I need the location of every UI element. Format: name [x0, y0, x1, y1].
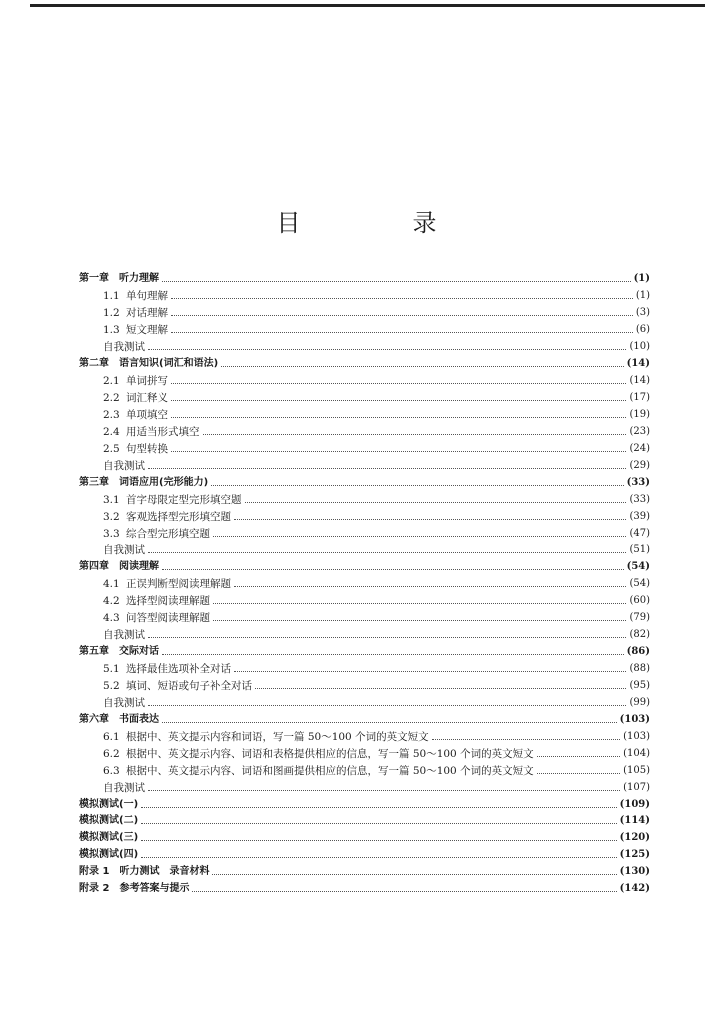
- toc-entry-label: 自我测试: [103, 544, 145, 557]
- table-of-contents: [79, 271, 650, 898]
- toc-entry-number: 3.2: [103, 510, 120, 523]
- toc-entry[interactable]: [79, 661, 650, 678]
- toc-entry-page: (14): [626, 358, 650, 370]
- toc-entry[interactable]: [79, 864, 650, 881]
- toc-entry-page: (125): [619, 849, 650, 861]
- top-rule: [30, 4, 705, 7]
- toc-entry[interactable]: [79, 407, 650, 424]
- toc-entry-page: (103): [619, 713, 650, 725]
- dot-leader: [141, 806, 617, 808]
- toc-entry-text: 单词拼写: [126, 375, 168, 388]
- toc-entry-page: (86): [626, 646, 650, 658]
- toc-entry[interactable]: [79, 271, 650, 288]
- toc-entry[interactable]: [79, 373, 650, 390]
- toc-entry-page: (3): [635, 307, 650, 319]
- toc-entry-label: [79, 424, 200, 440]
- toc-entry-number: 3.3: [103, 527, 120, 540]
- toc-entry-label: 自我测试: [103, 781, 145, 794]
- toc-entry-number: 1.1: [103, 290, 120, 303]
- toc-entry-text: 选择最佳选项补全对话: [126, 663, 231, 676]
- dot-leader: [234, 585, 626, 587]
- toc-entry-text: 选择型阅读理解题: [126, 595, 210, 608]
- dot-leader: [234, 670, 626, 672]
- toc-entry[interactable]: [79, 881, 650, 898]
- dot-leader: [537, 772, 621, 774]
- toc-entry-label: 第六章 书面表达: [79, 713, 159, 725]
- dot-leader: [141, 822, 617, 824]
- toc-entry-number: 4.2: [103, 595, 120, 608]
- toc-entry-label: 模拟测试(四): [79, 849, 139, 861]
- toc-entry[interactable]: [79, 356, 650, 373]
- toc-entry-number: 2.3: [103, 408, 120, 421]
- toc-entry-label: [79, 729, 429, 745]
- toc-entry[interactable]: [79, 762, 650, 779]
- toc-entry[interactable]: [79, 559, 650, 576]
- toc-entry-label: 自我测试: [103, 629, 145, 642]
- toc-entry[interactable]: [79, 728, 650, 745]
- toc-entry-page: (99): [629, 696, 650, 708]
- toc-entry-label: [79, 390, 168, 406]
- dot-leader: [148, 789, 620, 791]
- toc-entry[interactable]: [79, 474, 650, 491]
- toc-entry-label: 第二章 语言知识(词汇和语法): [79, 358, 219, 370]
- toc-entry-text: 对话理解: [126, 307, 168, 320]
- dot-leader: [148, 636, 626, 638]
- dot-leader: [255, 687, 626, 689]
- dot-leader: [171, 314, 633, 316]
- toc-entry-number: 3.1: [103, 493, 120, 506]
- toc-entry-text: 单句理解: [126, 290, 168, 303]
- toc-entry-page: (130): [619, 866, 650, 878]
- toc-entry-label: 第一章 听力理解: [79, 273, 159, 285]
- toc-entry-label: [79, 593, 210, 609]
- dot-leader: [212, 873, 616, 875]
- toc-entry-number: 6.2: [103, 747, 120, 760]
- toc-entry[interactable]: [79, 339, 650, 356]
- toc-entry-label: [79, 610, 210, 626]
- toc-entry[interactable]: [79, 745, 650, 762]
- toc-entry-label: 模拟测试(三): [79, 832, 139, 844]
- toc-entry-number: 4.1: [103, 578, 120, 591]
- toc-entry[interactable]: [79, 694, 650, 711]
- toc-entry-number: 5.1: [103, 663, 120, 676]
- toc-entry-number: 1.3: [103, 324, 120, 337]
- toc-entry[interactable]: [79, 305, 650, 322]
- toc-entry[interactable]: [79, 423, 650, 440]
- toc-entry-page: (39): [629, 510, 650, 522]
- toc-entry-text: 根据中、英文提示内容、词语和图画提供相应的信息，写一篇 50～100 个词的英文短文: [126, 764, 534, 777]
- toc-entry[interactable]: [79, 440, 650, 457]
- toc-entry-page: (17): [629, 392, 650, 404]
- toc-entry[interactable]: [79, 796, 650, 813]
- toc-entry-text: 单项填空: [126, 408, 168, 421]
- toc-entry-text: 句型转换: [126, 442, 168, 455]
- toc-entry-label: [79, 441, 168, 457]
- toc-entry-page: (103): [623, 730, 650, 742]
- toc-entry-label: [79, 305, 168, 321]
- toc-entry-page: (1): [633, 273, 650, 285]
- toc-entry-page: (51): [629, 544, 650, 556]
- toc-entry-page: (33): [629, 493, 650, 505]
- toc-entry-label: [79, 322, 168, 338]
- dot-leader: [162, 721, 617, 723]
- toc-entry-text: 根据中、英文提示内容、词语和表格提供相应的信息，写一篇 50～100 个词的英文短文: [126, 747, 534, 760]
- toc-entry-label: 第三章 词语应用(完形能力): [79, 476, 209, 488]
- dot-leader: [171, 382, 626, 384]
- dot-leader: [171, 297, 633, 299]
- dot-leader: [213, 535, 626, 537]
- toc-entry-page: (60): [629, 595, 650, 607]
- toc-entry-page: (114): [619, 815, 650, 827]
- dot-leader: [141, 839, 617, 841]
- toc-entry-text: 正误判断型阅读理解题: [126, 578, 231, 591]
- toc-entry-label: [79, 678, 252, 694]
- dot-leader: [234, 518, 626, 520]
- toc-entry-page: (6): [635, 324, 650, 336]
- toc-entry-label: 模拟测试(二): [79, 815, 139, 827]
- toc-entry-label: [79, 509, 231, 525]
- toc-entry[interactable]: [79, 491, 650, 508]
- toc-entry-page: (104): [623, 747, 650, 759]
- toc-entry[interactable]: [79, 457, 650, 474]
- toc-entry[interactable]: [79, 542, 650, 559]
- toc-entry[interactable]: [79, 627, 650, 644]
- toc-entry[interactable]: [79, 711, 650, 728]
- toc-entry-text: 客观选择型完形填空题: [126, 510, 231, 523]
- toc-entry-label: [79, 576, 231, 592]
- dot-leader: [213, 619, 626, 621]
- toc-entry-label: 自我测试: [103, 459, 145, 472]
- toc-entry[interactable]: [79, 508, 650, 525]
- toc-entry-label: [79, 526, 210, 542]
- toc-entry-label: [79, 373, 168, 389]
- toc-entry-number: 1.2: [103, 307, 120, 320]
- toc-entry-label: 附录 1 听力测试 录音材料: [79, 866, 210, 878]
- toc-entry-number: 6.1: [103, 730, 120, 743]
- dot-leader: [203, 433, 627, 435]
- toc-entry-label: 自我测试: [103, 696, 145, 709]
- toc-entry-label: 自我测试: [103, 341, 145, 354]
- toc-entry-number: 4.3: [103, 612, 120, 625]
- toc-entry-page: (33): [626, 476, 650, 488]
- dot-leader: [171, 450, 626, 452]
- dot-leader: [221, 365, 623, 367]
- toc-entry[interactable]: [79, 593, 650, 610]
- toc-entry-label: 模拟测试(一): [79, 798, 139, 810]
- toc-entry[interactable]: [79, 813, 650, 830]
- toc-entry-page: (105): [623, 764, 650, 776]
- toc-entry-page: (10): [629, 341, 650, 353]
- toc-entry[interactable]: [79, 576, 650, 593]
- dot-leader: [192, 890, 616, 892]
- toc-entry-page: (29): [629, 459, 650, 471]
- toc-entry-number: 5.2: [103, 679, 120, 692]
- toc-entry-text: 用适当形式填空: [126, 425, 200, 438]
- page-title: 目 录: [276, 209, 481, 237]
- toc-entry[interactable]: [79, 525, 650, 542]
- toc-entry-page: (1): [635, 290, 650, 302]
- toc-entry-page: (109): [619, 798, 650, 810]
- dot-leader: [537, 755, 621, 757]
- toc-entry-number: 2.1: [103, 375, 120, 388]
- toc-entry-page: (107): [623, 781, 650, 793]
- toc-entry-page: (95): [629, 679, 650, 691]
- toc-entry[interactable]: [79, 322, 650, 339]
- dot-leader: [148, 467, 626, 469]
- toc-entry-page: (19): [629, 408, 650, 420]
- toc-entry-text: 词汇释义: [126, 392, 168, 405]
- toc-entry[interactable]: [79, 779, 650, 796]
- dot-leader: [162, 653, 624, 655]
- toc-entry-number: 2.4: [103, 425, 120, 438]
- toc-entry-text: 综合型完形填空题: [126, 527, 210, 540]
- dot-leader: [213, 602, 626, 604]
- toc-entry-label: 附录 2 参考答案与提示: [79, 883, 190, 895]
- dot-leader: [162, 280, 631, 282]
- dot-leader: [148, 348, 626, 350]
- toc-entry-text: 根据中、英文提示内容和词语，写一篇 50～100 个词的英文短文: [126, 730, 429, 743]
- toc-entry-number: 2.2: [103, 392, 120, 405]
- toc-entry-text: 填词、短语或句子补全对话: [126, 679, 252, 692]
- toc-entry-page: (88): [629, 663, 650, 675]
- toc-entry[interactable]: [79, 644, 650, 661]
- dot-leader: [148, 551, 626, 553]
- toc-entry[interactable]: [79, 288, 650, 305]
- dot-leader: [162, 568, 624, 570]
- toc-entry-page: (23): [629, 425, 650, 437]
- dot-leader: [432, 738, 621, 740]
- toc-entry-text: 问答型阅读理解题: [126, 612, 210, 625]
- toc-entry[interactable]: [79, 847, 650, 864]
- dot-leader: [245, 501, 627, 503]
- dot-leader: [171, 331, 633, 333]
- toc-entry[interactable]: [79, 678, 650, 695]
- toc-entry[interactable]: [79, 390, 650, 407]
- dot-leader: [171, 399, 626, 401]
- toc-entry-number: 6.3: [103, 764, 120, 777]
- toc-entry-number: 2.5: [103, 442, 120, 455]
- toc-entry-text: 首字母限定型完形填空题: [126, 493, 242, 506]
- toc-entry-page: (54): [626, 561, 650, 573]
- toc-entry-label: [79, 661, 231, 677]
- dot-leader: [141, 856, 617, 858]
- dot-leader: [211, 484, 623, 486]
- toc-entry-label: 第五章 交际对话: [79, 646, 159, 658]
- dot-leader: [171, 416, 626, 418]
- toc-entry-text: 短文理解: [126, 324, 168, 337]
- toc-entry-page: (47): [629, 527, 650, 539]
- toc-entry-label: [79, 746, 534, 762]
- toc-entry-label: 第四章 阅读理解: [79, 561, 159, 573]
- dot-leader: [148, 704, 626, 706]
- toc-entry-page: (14): [629, 375, 650, 387]
- toc-entry[interactable]: [79, 610, 650, 627]
- toc-entry-label: [79, 407, 168, 423]
- toc-entry-page: (54): [629, 578, 650, 590]
- toc-entry-page: (142): [619, 883, 650, 895]
- toc-entry-label: [79, 288, 168, 304]
- toc-entry[interactable]: [79, 830, 650, 847]
- toc-entry-page: (79): [629, 612, 650, 624]
- toc-entry-page: (24): [629, 442, 650, 454]
- toc-entry-label: [79, 492, 242, 508]
- toc-entry-label: [79, 763, 534, 779]
- toc-entry-page: (82): [629, 629, 650, 641]
- toc-entry-page: (120): [619, 832, 650, 844]
